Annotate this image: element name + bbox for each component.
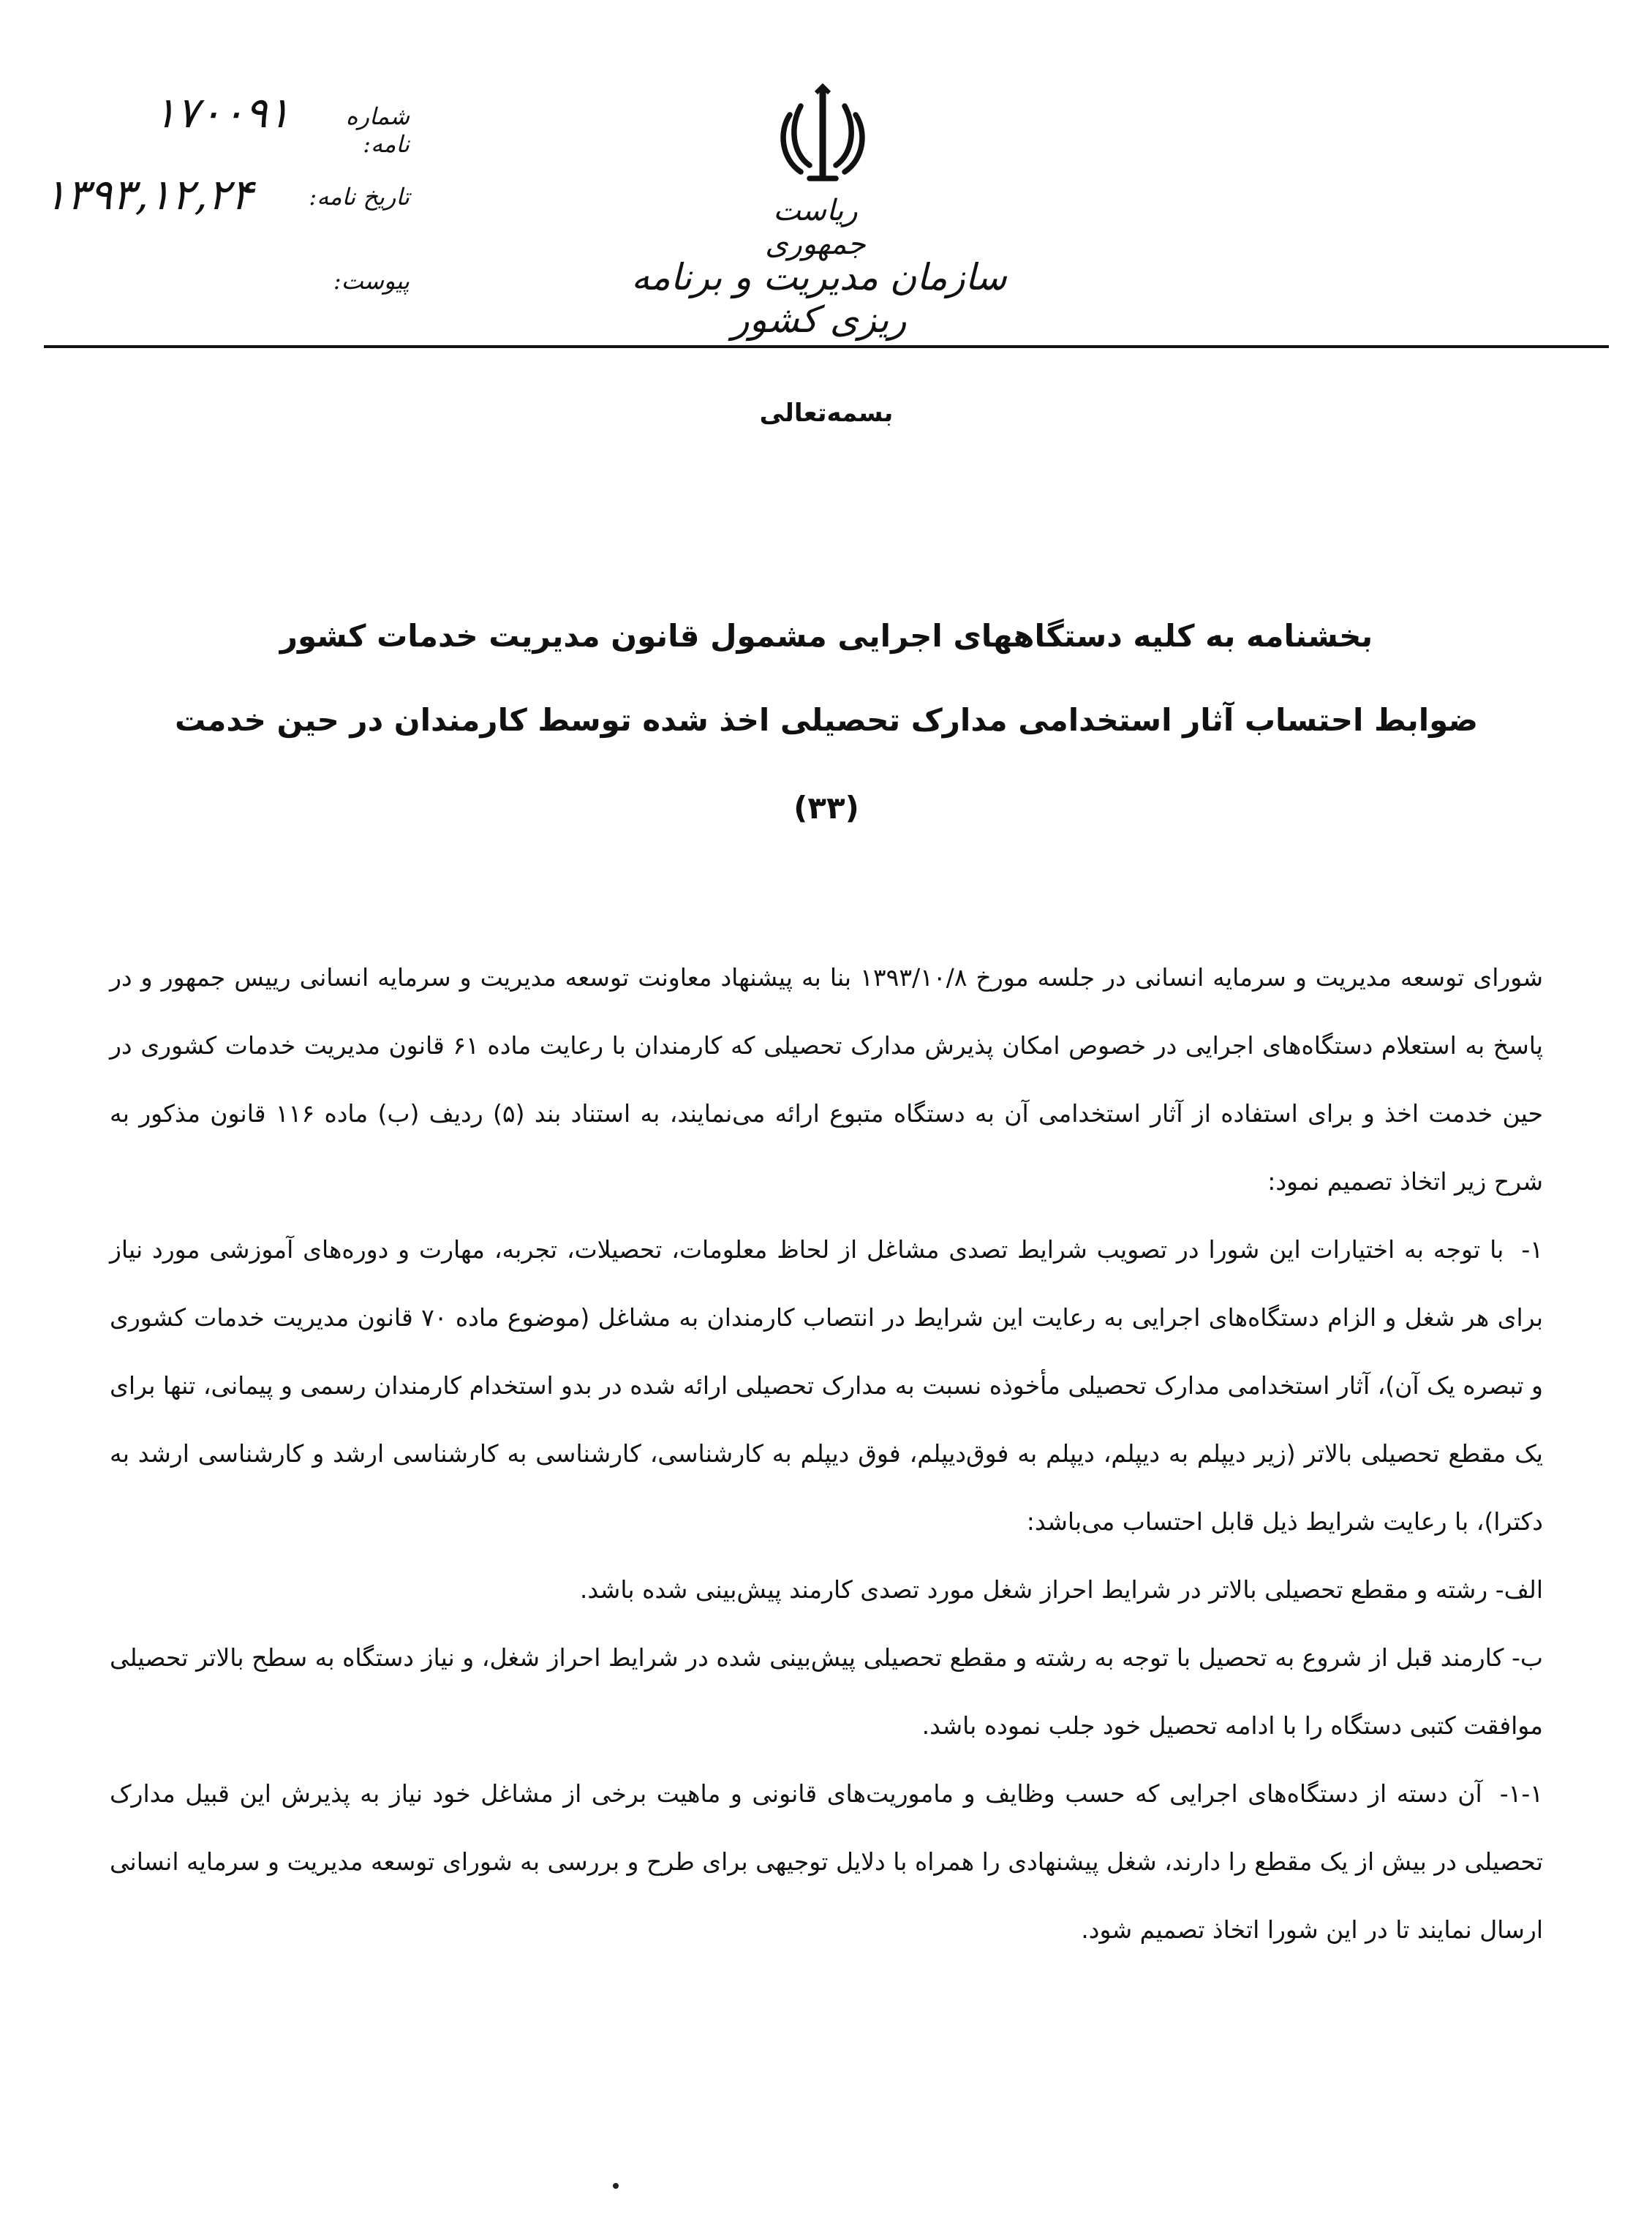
intro-paragraph: شورای توسعه مدیریت و سرمایه انسانی در جلسه مورخ ۱۳۹۳/۱۰/۸ بنا به پیشنهاد معاونت توسعه مدیریت و سرمایه انسانی رییس جمهور و در پاسخ به استعلام دستگاه‌های اجرایی در خصوص امکان پذیرش مدارک تحصیلی که کارمندان با رعایت ماده ۶۱ قانون مدیریت خدمات کشوری در حین خدمت اخذ و برای استفاده از آثار استخدامی آن به دستگاه متبوع ارائه می‌نمایند، به استناد بند (۵) ردیف (ب) ماده ۱۱۶ قانون مذکور به شرح زیر اتخاذ تصمیم نمود: [110,963,1543,1196]
scan-dot [613,2183,619,2189]
circular-title: بخشنامه به کلیه دستگاههای اجرایی مشمول قانون مدیریت خدمات کشور [279,618,1373,654]
header-divider [44,345,1609,348]
condition-b: ب- کارمند قبل از شروع به تحصیل با توجه به رشته و مقطع تحصیلی پیش‌بینی شده در شرایط احراز شغل، و نیاز دستگاه به سطح بالاتر تحصیلی موافقت کتبی دستگاه را با ادامه تحصیل خود جلب نموده باشد. [110,1643,1543,1740]
item-1-text: با توجه به اختیارات این شورا در تصویب شرایط تصدی مشاغل از لحاظ معلومات، تحصیلات، تجربه، مهارت و دوره‌های آموزشی مورد نیاز برای هر شغل و الزام دستگاه‌های اجرایی به رعایت این شرایط در انتصاب کارمندان به مشاغل (موضوع ماده ۷۰ قانون مدیریت خدمات کشوری و تبصره یک آن)، آثار استخدامی مدارک تحصیلی مأخوذه نسبت به مدارک تحصیلی ارائه شده در بدو استخدام کارمندان رسمی و پیمانی، تنها برای یک مقطع تحصیلی بالاتر (زیر دیپلم به دیپلم، دیپلم به فوق‌دیپلم، فوق دیپلم به کارشناسی، کارشناسی به کارشناسی ارشد و کارشناسی ارشد به دکترا)، با رعایت شرایط ذیل قابل احتساب می‌باشد: [110,1235,1544,1536]
condition-a: الف- رشته و مقطع تحصیلی بالاتر در شرایط احراز شغل مورد تصدی کارمند پیش‌بینی شده باشد. [579,1575,1543,1604]
letter-number-value: ۱۷۰۰۹۱ [154,88,290,137]
org-parent-name: ریاست جمهوری [765,194,866,261]
circular-body [110,943,1543,1964]
item-1-1 [110,1760,1543,1964]
attachment-label: پیوست: [333,267,410,295]
letter-date-label: تاریخ نامه: [309,183,410,211]
item-1-1-number: ۱-۱- [1499,1779,1543,1808]
letter-date-value: ۱۳۹۳,۱۲,۲۴ [44,170,254,219]
item-1-1-text: آن دسته از دستگاه‌های اجرایی که حسب وظایف و ماموریت‌های قانونی و ماهیت برخی از مشاغل خود نیاز به پذیرش این قبیل مدارک تحصیلی در بیش از یک مقطع را دارند، شغل پیشنهادی را همراه با دلایل توجیهی برای طرح و بررسی به شورای توسعه مدیریت و سرمایه انسانی ارسال نمایند تا در این شورا اتخاذ تصمیم شود. [110,1779,1543,1944]
org-name: سازمان مدیریت و برنامه ریزی کشور [631,256,1007,341]
invocation: بسمه‌تعالی [759,399,894,428]
circular-subtitle: ضوابط احتساب آثار استخدامی مدارک تحصیلی اخذ شده توسط کارمندان در حین خدمت [174,702,1479,738]
item-1-number: ۱- [1521,1235,1543,1264]
iran-emblem-icon [768,82,878,192]
circular-number: (۳۳) [793,790,859,826]
item-1 [110,1215,1543,1556]
letter-number-label: شماره نامه: [345,102,410,158]
